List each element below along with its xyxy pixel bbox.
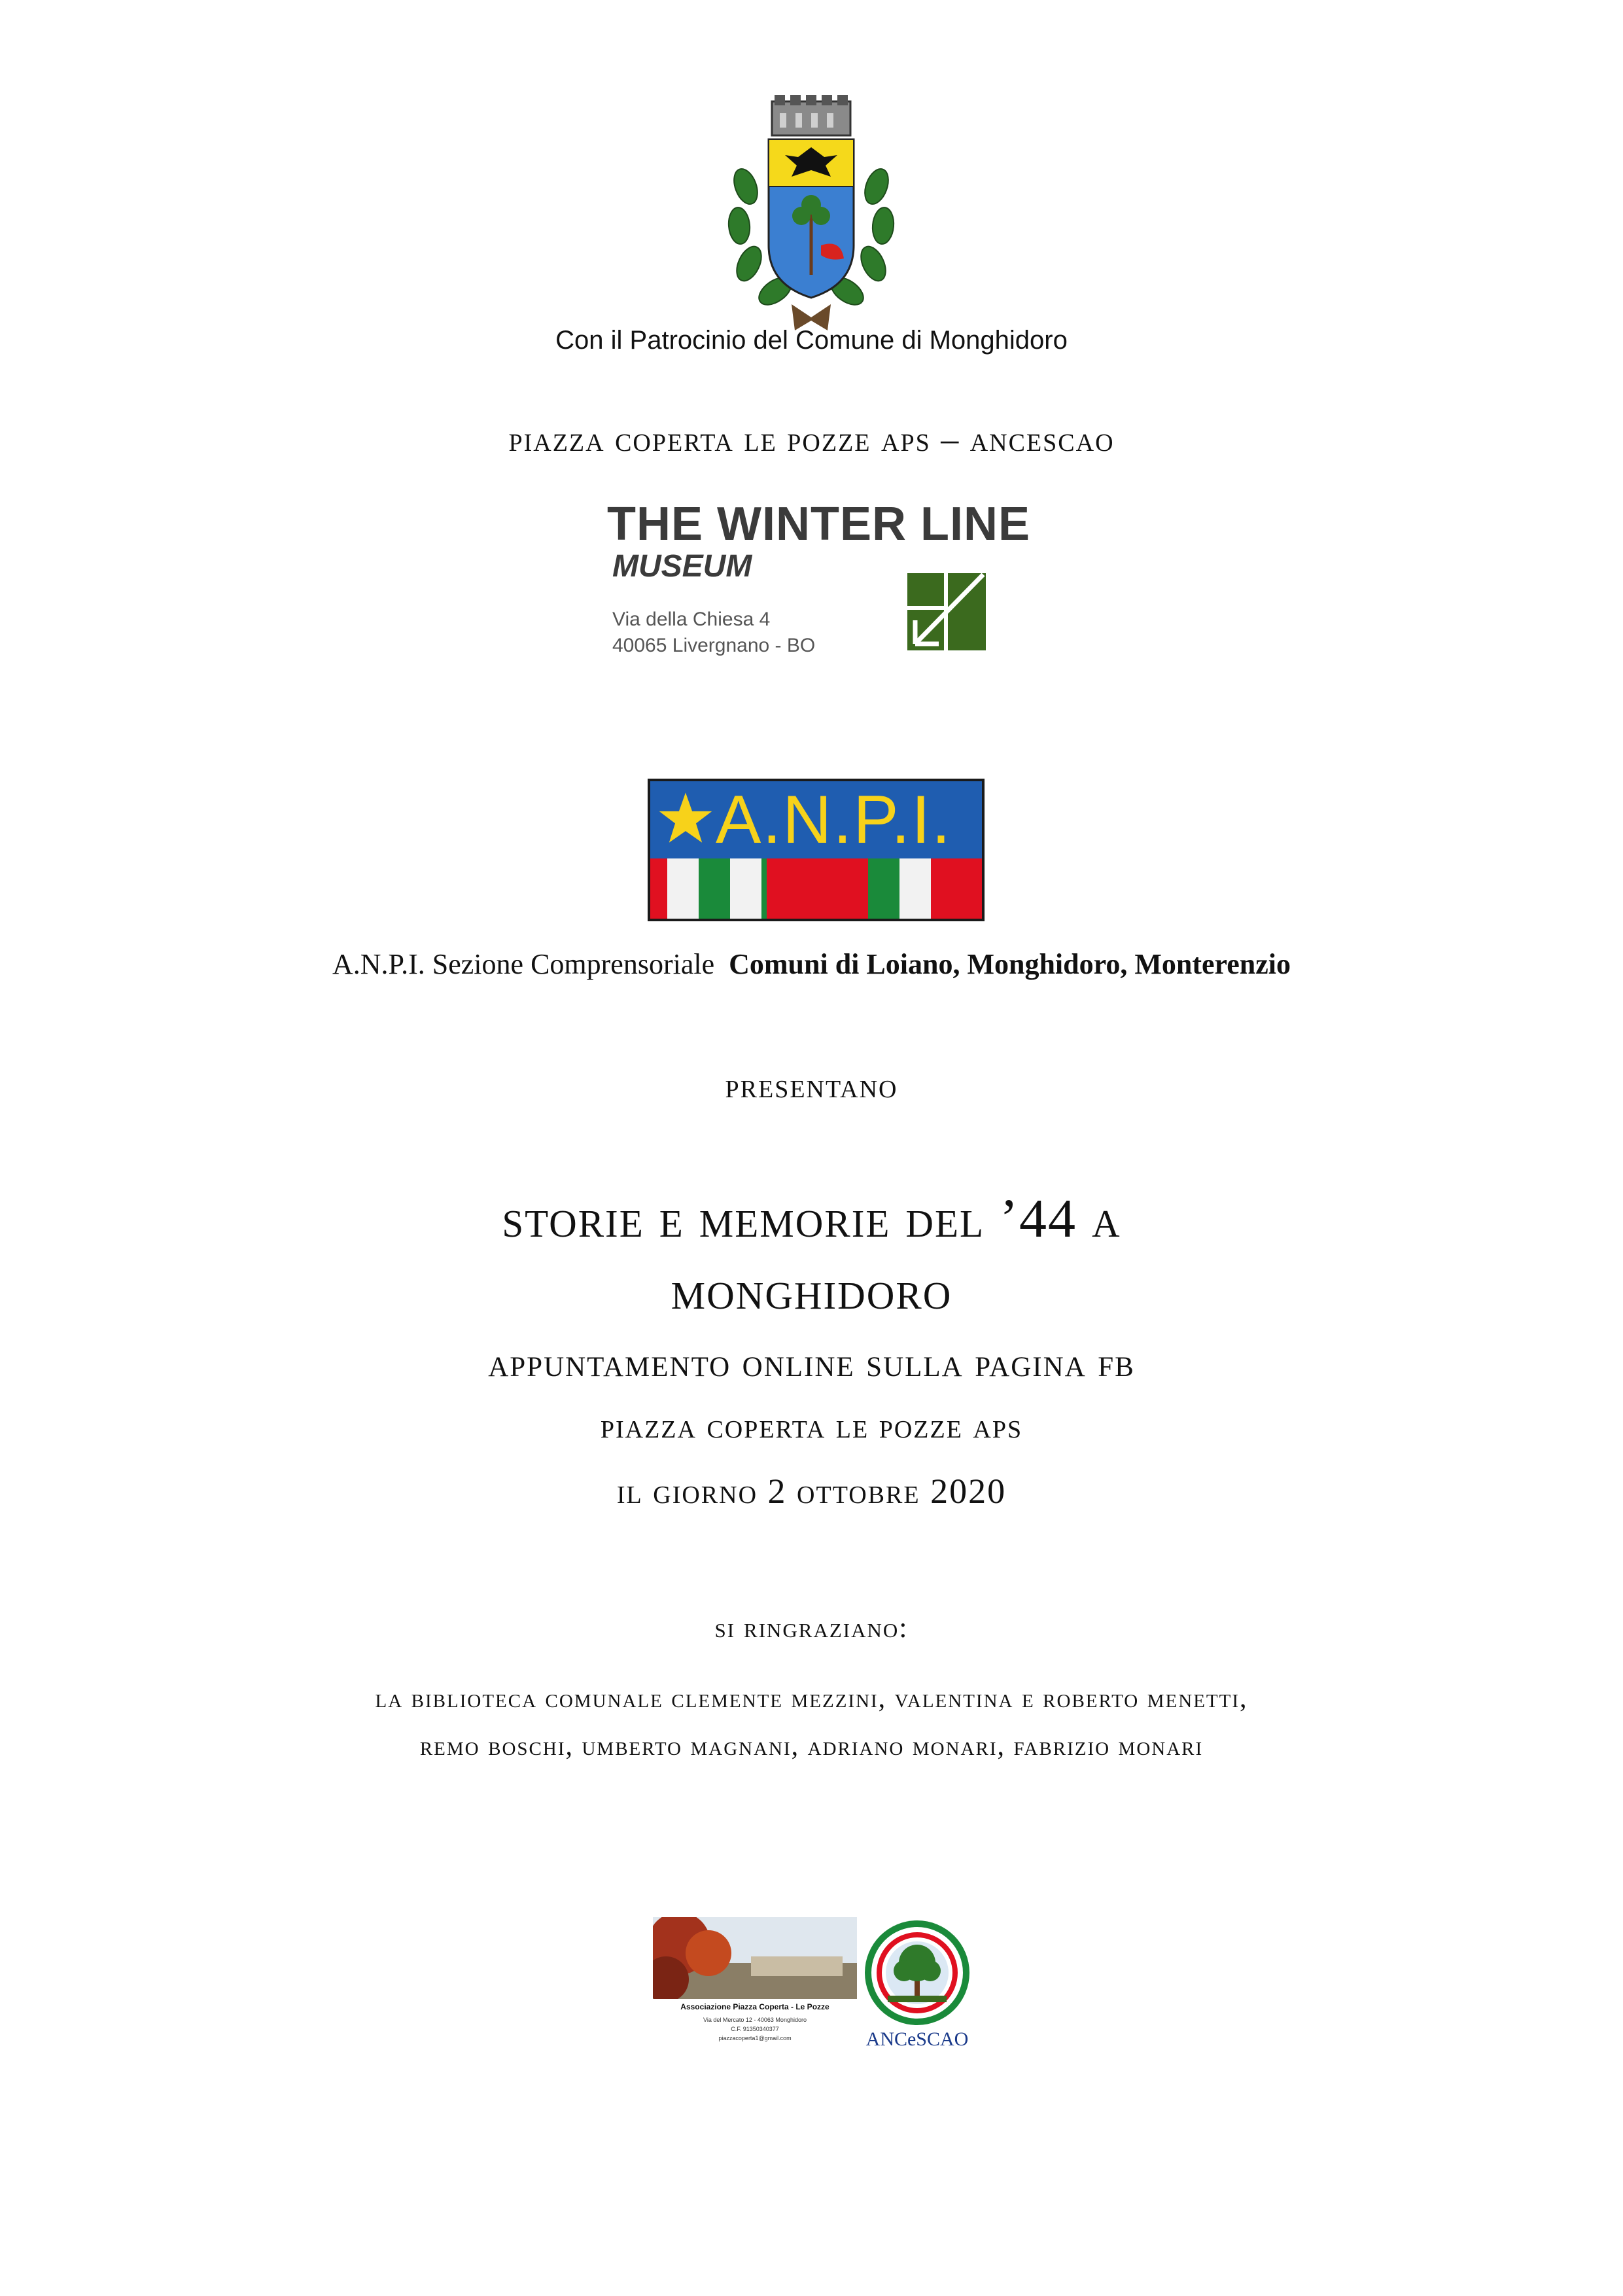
museum-address-street: Via della Chiesa 4 [612,609,771,630]
thanks-line1: la biblioteca comunale clemente mezzini, valentina e roberto menetti, [375,1684,1248,1714]
museum-address-city: 40065 Livergnano - BO [612,635,816,656]
winter-line-museum-logo [607,497,1030,656]
event-line-page: piazza coperta le pozze aps [600,1406,1023,1445]
thanks-line2: remo boschi, umberto magnani, adriano monari, fabrizio monari [419,1731,1204,1761]
museum-subtitle: MUSEUM [612,549,752,584]
assoc-address: Via del Mercato 12 - 40063 Monghidoro [703,2017,807,2023]
star-icon [658,790,713,845]
anpi-logo [648,779,985,921]
assoc-cf: C.F. 91350340377 [731,2026,779,2032]
anpi-section-prefix: A.N.P.I. Sezione Comprensoriale [332,948,715,980]
presentano-label: presentano [725,1066,898,1105]
event-line-date: il giorno 2 ottobre 2020 [616,1472,1007,1511]
assoc-email: piazzacoperta1@gmail.com [718,2035,792,2041]
museum-title: THE WINTER LINE [607,498,1030,550]
event-line-online: appuntamento online sulla pagina fb [488,1341,1135,1385]
ancescao-logo [858,1917,976,2055]
event-title [0,1183,1623,1327]
ancescao-label: ANCeSCAO [865,2028,969,2050]
event-title-line1: storie e memorie del ’44 a [502,1188,1121,1249]
anpi-flag-stripes [650,858,982,919]
organizer-line: piazza coperta le pozze aps – ancescao [508,419,1115,459]
anpi-section-bold: Comuni di Loiano, Monghidoro, Monterenzio [729,948,1291,980]
anpi-section-line [0,947,1623,981]
patronage-text: Con il Patrocinio del Comune di Monghidoro [555,326,1068,355]
piazza-coperta-logo [653,1917,857,2055]
anpi-logo-text: A.N.P.I. [716,782,952,858]
comune-crest-logo [720,95,903,330]
assoc-name: Associazione Piazza Coperta - Le Pozze [680,2002,829,2011]
landscape-photo [653,1917,857,1999]
event-title-line2: monghidoro [671,1260,952,1321]
thanks-heading: si ringraziano: [714,1612,909,1644]
museum-arrow-icon [905,568,988,653]
ancescao-emblem [858,1917,976,2028]
